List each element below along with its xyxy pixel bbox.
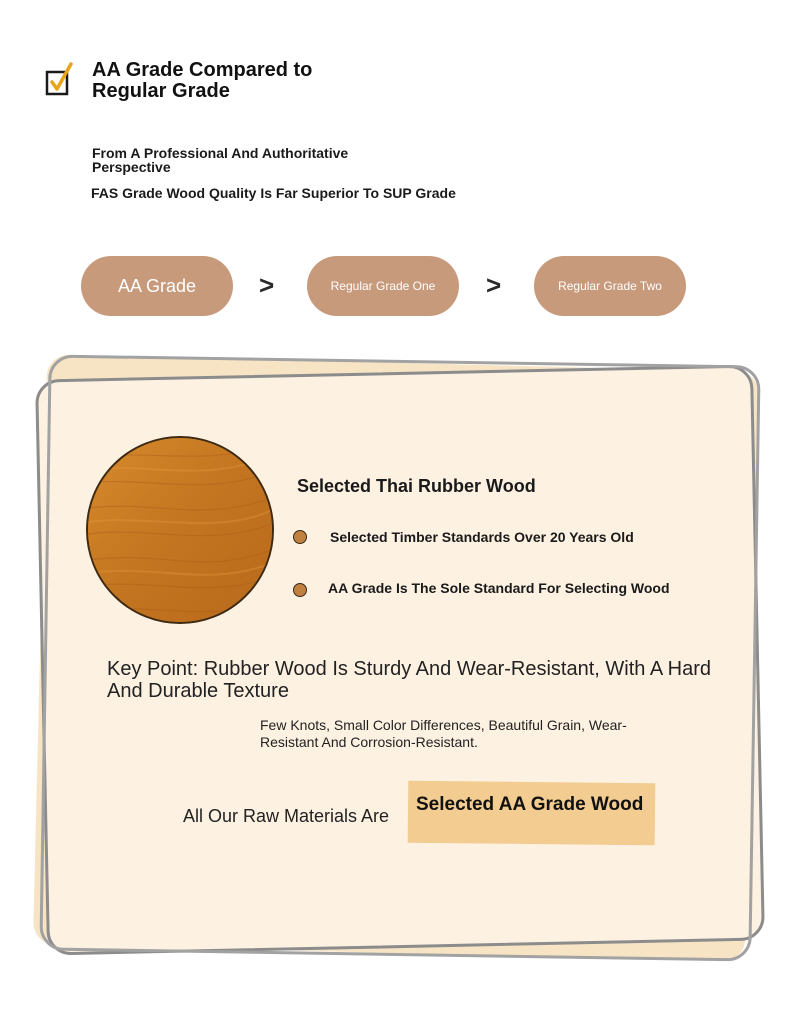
bullet-dot-icon [293,530,307,544]
feature-point: AA Grade Is The Sole Standard For Selecting Wood [328,580,670,596]
bullet-dot-icon [293,583,307,597]
wood-sample-image [86,436,274,624]
raw-materials-label: All Our Raw Materials Are [183,806,390,826]
feature-point: Selected Timber Standards Over 20 Years Old [330,529,634,545]
grade-pill-aa: AA Grade [81,256,233,316]
key-point-heading: Key Point: Rubber Wood Is Sturdy And Wear-Resistant, With A Hard And Durable Texture [107,658,711,702]
greater-than-icon: > [486,270,502,300]
feature-title: Selected Thai Rubber Wood [297,476,536,496]
greater-than-icon: > [259,270,275,300]
checkbox-checked-icon [44,60,76,100]
page-title: AA Grade Compared to Regular Grade [92,59,313,102]
grade-pill-regular-two: Regular Grade Two [534,256,686,316]
grade-pill-regular-one: Regular Grade One [307,256,459,316]
page-subtitle: From A Professional And Authoritative Perspective [92,145,349,175]
raw-materials-highlight: Selected AA Grade Wood [416,794,644,815]
key-point-description: Few Knots, Small Color Differences, Beautiful Grain, Wear-Resistant And Corrosion-Resistant. [260,717,627,750]
page-tagline: FAS Grade Wood Quality Is Far Superior To SUP Grade [91,185,456,201]
